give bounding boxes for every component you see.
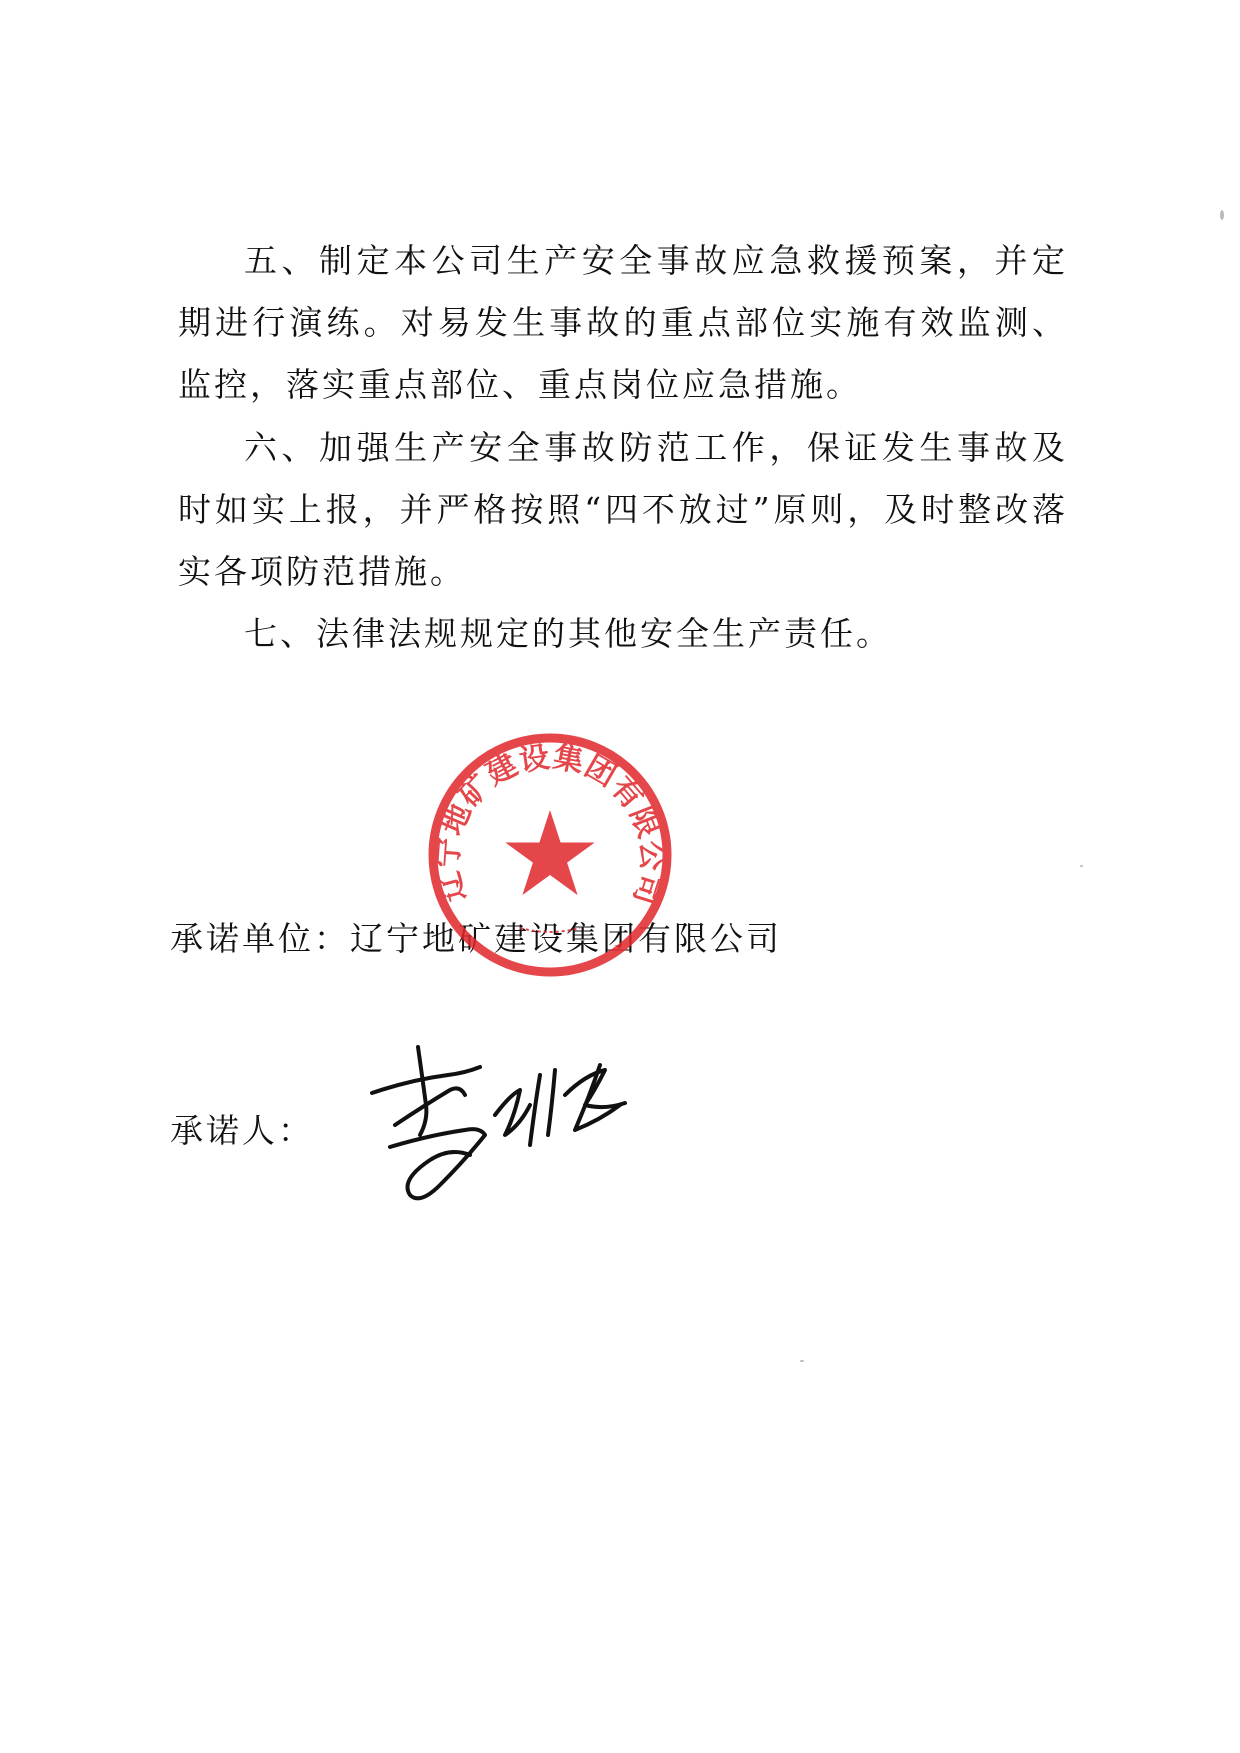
pledge-person-line — [170, 1105, 314, 1152]
pledge-unit-name: 辽宁地矿建设集团有限公司 — [350, 919, 782, 958]
pledge-person-label: 承诺人： — [170, 1111, 314, 1150]
handwritten-signature — [370, 1035, 670, 1215]
scan-speck — [800, 1360, 804, 1362]
paragraph-seven: 七、法律法规规定的其他安全生产责任。 — [244, 614, 892, 653]
seal-text: 辽宁地矿建设集团有限公司 — [430, 739, 670, 910]
scan-speck — [1080, 865, 1083, 867]
paragraph-five: 五、制定本公司生产安全事故应急救援预案，并定期进行演练。对易发生事故的重点部位实施有效监测、监控，落实重点部位、重点岗位应急措施。 — [178, 241, 1068, 404]
seal-star-icon — [505, 810, 594, 895]
scan-speck — [1220, 210, 1224, 220]
pledge-unit-label: 承诺单位： — [170, 919, 350, 958]
paragraph-six: 六、加强生产安全事故防范工作，保证发生事故及时如实上报，并严格按照“四不放过”原则，及时整改落实各项防范措施。 — [178, 428, 1068, 591]
company-seal — [425, 730, 675, 980]
